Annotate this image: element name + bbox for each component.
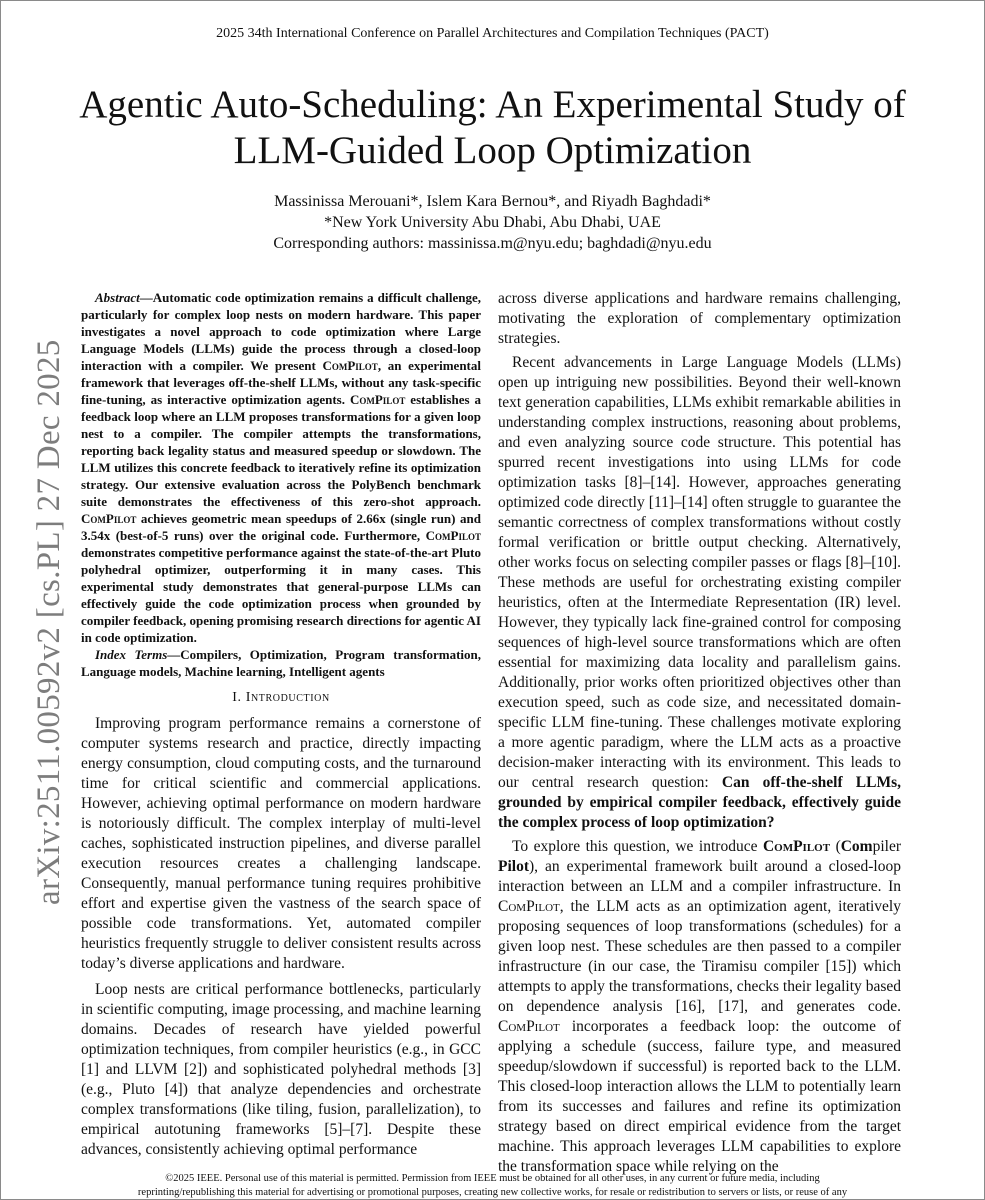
paragraph-text: piler xyxy=(872,838,901,855)
paragraph-text: , the LLM acts as an optimization agent, iteratively proposing sequences of loop transformations (schedules) for a given loop nest. These schedules are then passed to a compiler infrastructure (in our case, the Tiramisu compiler [15]) which attempts to apply the transformations, checks their legality based on dependence analysis [16], [17], and generates code. xyxy=(498,898,901,1015)
abstract-text-3: establishes a feedback loop where an LLM proposes transformations for a given loop nest to a compiler. The compiler attempts the transformations, reporting back legality status and measured speedup or slowdown. The LLM utilizes this concrete feedback to iteratively refine its optimization strategy. Our extensive evaluation across the PolyBench benchmark suite demonstrates the effectiveness of this zero-shot approach. xyxy=(81,392,482,509)
framework-name: ComPilot xyxy=(349,392,406,407)
abstract-text-4: achieves geometric mean speedups of 2.66x (single run) and 3.54x (best-of-5 runs) over the original code. Furthermore, xyxy=(81,511,481,543)
abstract-label: Abstract xyxy=(95,290,140,305)
acronym-part: Pilot xyxy=(498,858,529,875)
abstract-text-1: Automatic code optimization remains a difficult challenge, particularly for complex loop nests on modern hardware. This paper investigates a novel approach to code optimization where Large Language Models (LLMs) guide the process through a closed-loop interaction with a compiler. We present xyxy=(81,290,481,373)
research-question: Can off-the-shelf LLMs, grounded by empirical compiler feedback, effectively guide the complex process of loop optimization? xyxy=(498,774,902,831)
corresponding-authors: Corresponding authors: massinissa.m@nyu.edu; baghdadi@nyu.edu xyxy=(273,235,712,252)
abstract xyxy=(81,289,481,646)
acronym-part: Com xyxy=(840,838,873,855)
framework-name: ComPilot xyxy=(762,838,831,855)
intro-paragraph-5 xyxy=(498,837,901,1177)
intro-paragraph-1: Improving program performance remains a cornerstone of computer systems research and practice, directly impacting energy consumption, cloud computing costs, and the turnaround time for critical scientific and commercial applications. However, achieving optimal performance on modern hardware is notoriously difficult. The complex interplay of multi-level caches, sophisticated instruction pipelines, and diverse parallel execution resources creates a challenging landscape. Consequently, manual performance tuning requires prohibitive effort and expertise given the vastness of the search space of possible code transformations. Yet, automated compiler heuristics frequently struggle to deliver consistent results across today’s diverse applications and hardware. xyxy=(81,715,481,972)
copyright-line-2: reprinting/republishing this material for advertising or promotional purposes, creating new collective works, for resale or redistribution to servers or lists, or reuse of any xyxy=(137,1187,848,1198)
index-terms-dash: — xyxy=(167,647,181,662)
abstract-text-5: demonstrates competitive performance against the state-of-the-art Pluto polyhedral optimizer, outperforming it in many cases. This experimental study demonstrates that general-purpose LLMs can effectively guide the code optimization process when grounded by compiler feedback, opening promising research directions for agentic AI in code optimization. xyxy=(81,545,481,645)
paragraph-text: To explore this question, we introduce xyxy=(512,838,763,855)
author-names: Massinissa Merouani*, Islem Kara Bernou*, and Riyadh Baghdadi* xyxy=(274,193,711,210)
author-affiliation: *New York University Abu Dhabi, Abu Dhabi, UAE xyxy=(324,214,661,231)
abstract-text-2: , an experimental framework that leverages off-the-shelf LLMs, without any task-specific fine-tuning, as interactive optimization agents. xyxy=(81,358,481,407)
framework-name: ComPilot xyxy=(498,1018,560,1035)
index-terms-label: Index Terms xyxy=(95,647,168,662)
intro-paragraph-4 xyxy=(498,353,901,833)
paper-title: Agentic Auto-Scheduling: An Experimental Study of LLM-Guided Loop Optimization xyxy=(79,83,906,172)
copyright-line-1: ©2025 IEEE. Personal use of this material is permitted. Permission from IEEE must be obtained for all other uses, in any current or future media, including xyxy=(165,1173,820,1184)
paragraph-text: incorporates a feedback loop: the outcome of applying a schedule (success, failure type, and measured speedup/slowdown if successful) is reported back to the LLM. This closed-loop interaction allows the LLM to potentially learn from its successes and failures and refine its optimization strategy based on direct empirical evidence from the target machine. This approach leverages LLM capabilities to explore the transformation space while relying on the xyxy=(498,1018,901,1175)
framework-name: ComPilot xyxy=(81,511,137,526)
index-terms-text: Compilers, Optimization, Program transformation, Language models, Machine learning, Intelligent agents xyxy=(81,647,481,679)
arxiv-stamp: arXiv:2511.00592v2 [cs.PL] 27 Dec 2025 xyxy=(31,339,67,905)
author-block xyxy=(0,191,985,254)
left-column xyxy=(81,289,481,1160)
paragraph-text: ), an experimental framework built around a closed-loop interaction between an LLM and a compiler infrastructure. In xyxy=(498,858,901,895)
paragraph-text: ( xyxy=(830,838,841,855)
right-column xyxy=(498,289,901,1177)
index-terms xyxy=(81,646,481,680)
copyright-footer xyxy=(20,1172,965,1200)
conference-header: 2025 34th International Conference on Parallel Architectures and Compilation Techniques (PACT) xyxy=(216,26,769,41)
abstract-dash: — xyxy=(139,290,153,305)
section-title: Introduction xyxy=(245,690,330,705)
section-heading xyxy=(81,688,481,708)
framework-name: ComPilot xyxy=(322,358,378,373)
intro-paragraph-3: across diverse applications and hardware remains challenging, motivating the exploration of complementary optimization strategies. xyxy=(498,290,901,347)
framework-name: ComPilot xyxy=(498,898,560,915)
framework-name: ComPilot xyxy=(425,528,481,543)
section-number: I. xyxy=(232,690,246,705)
intro-paragraph-2: Loop nests are critical performance bottlenecks, particularly in scientific computing, image processing, and machine learning domains. Decades of research have yielded powerful optimization techniques, from compiler heuristics (e.g., in GCC [1] and LLVM [2]) and sophisticated polyhedral methods [3] (e.g., Pluto [4]) that analyze dependencies and orchestrate complex transformations (like tiling, fusion, parallelization), to empirical autotuning frameworks [5]–[7]. Despite these advances, consistently achieving optimal performance xyxy=(81,981,481,1158)
paragraph-text: Recent advancements in Large Language Models (LLMs) open up intriguing new possibilities. Beyond their well-known text generation capabilities, LLMs exhibit remarkable abilities in understanding complex instructions, reasoning about problems, and even analyzing source code structure. This potential has spurred recent investigations into using LLMs for code optimization tasks [8]–[14]. However, approaches generating optimized code directly [11]–[14] often struggle to guarantee the semantic correctness of complex transformations without costly formal verification or brittle output checking. Alternatively, other works focus on selecting compiler passes or flags [8]–[10]. These methods are useful for orchestrating existing compiler heuristics, often at the Intermediate Representation (IR) level. However, they typically lack fine-grained control for composing sequences of high-level source transformations which are often essential for maximizing data locality and parallelism gains. Additionally, prior works often prioritized objectives other than execution speed, such as code size, and necessitated domain-specific LLM fine-tuning. These challenges motivate exploring a more agentic paradigm, where the LLM acts as a proactive decision-maker interacting with its environment. This leads to our central research question: xyxy=(498,354,901,791)
